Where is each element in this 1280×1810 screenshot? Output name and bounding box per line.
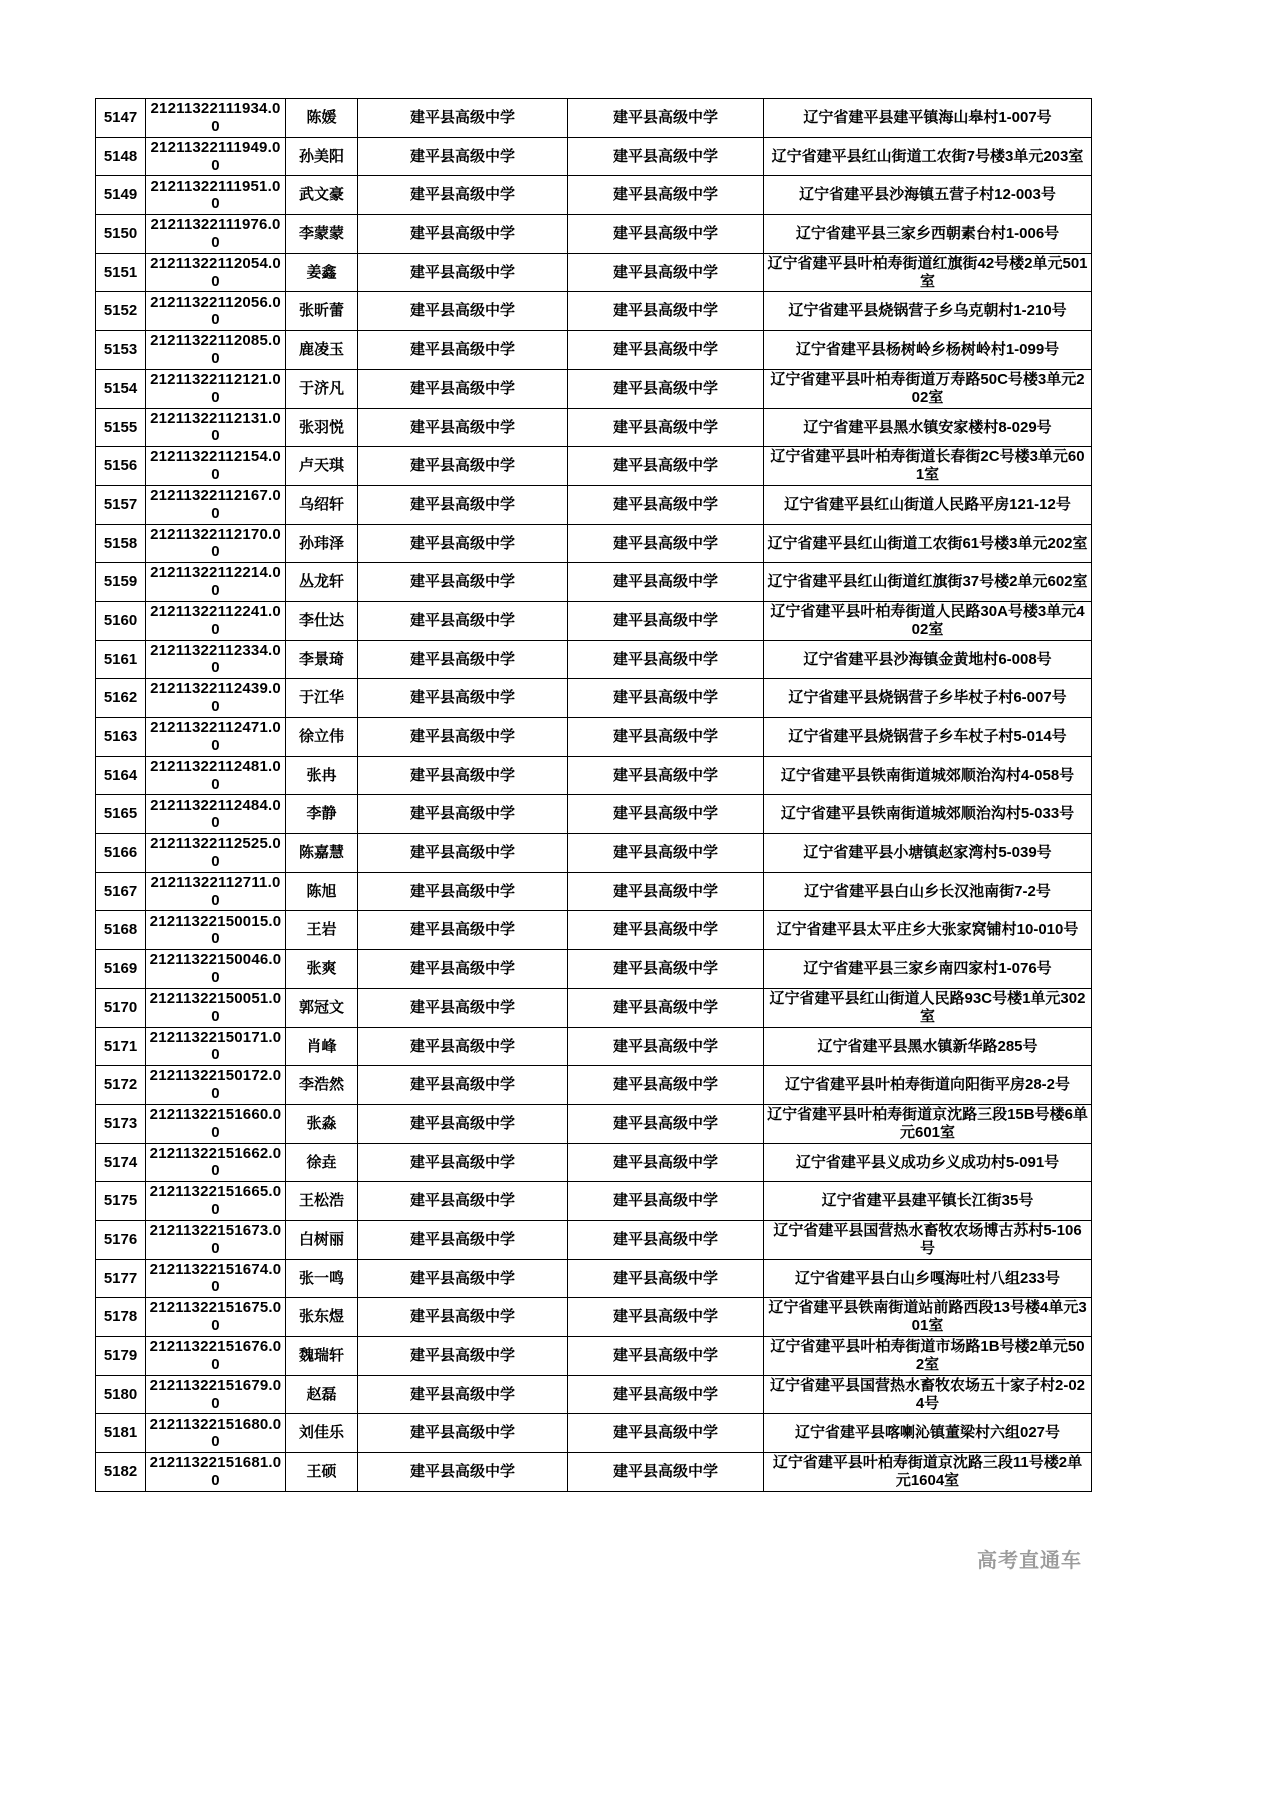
table-row [96, 563, 1092, 602]
name-cell: 李静 [286, 795, 358, 834]
table-row [96, 215, 1092, 254]
row-number-cell: 5163 [96, 718, 146, 757]
school-2-cell: 建平县高级中学 [568, 215, 764, 254]
school-2-cell: 建平县高级中学 [568, 872, 764, 911]
row-number-cell: 5162 [96, 679, 146, 718]
school-cell: 建平县高级中学 [358, 834, 568, 873]
school-2-cell: 建平县高级中学 [568, 1375, 764, 1414]
school-cell: 建平县高级中学 [358, 1182, 568, 1221]
row-number-cell: 5159 [96, 563, 146, 602]
address-cell: 辽宁省建平县太平庄乡大张家窝铺村10-010号 [764, 911, 1092, 950]
name-cell: 乌绍轩 [286, 485, 358, 524]
school-2-cell: 建平县高级中学 [568, 795, 764, 834]
table-row [96, 1143, 1092, 1182]
table-row [96, 1453, 1092, 1492]
school-cell: 建平县高级中学 [358, 485, 568, 524]
address-cell: 辽宁省建平县国营热水畜牧农场五十家子村2-024号 [764, 1375, 1092, 1414]
school-cell: 建平县高级中学 [358, 99, 568, 138]
address-cell: 辽宁省建平县铁南街道站前路西段13号楼4单元301室 [764, 1298, 1092, 1337]
address-cell: 辽宁省建平县叶柏寿街道市场路1B号楼2单元502室 [764, 1337, 1092, 1376]
school-cell: 建平县高级中学 [358, 292, 568, 331]
address-cell: 辽宁省建平县杨树岭乡杨树岭村1-099号 [764, 331, 1092, 370]
table-row [96, 950, 1092, 989]
school-cell: 建平县高级中学 [358, 563, 568, 602]
school-2-cell: 建平县高级中学 [568, 176, 764, 215]
name-cell: 孙玮泽 [286, 524, 358, 563]
address-cell: 辽宁省建平县烧锅营子乡车杖子村5-014号 [764, 718, 1092, 757]
name-cell: 于济凡 [286, 369, 358, 408]
row-number-cell: 5157 [96, 485, 146, 524]
school-2-cell: 建平县高级中学 [568, 1066, 764, 1105]
school-cell: 建平县高级中学 [358, 1104, 568, 1143]
school-2-cell: 建平县高级中学 [568, 1143, 764, 1182]
school-2-cell: 建平县高级中学 [568, 1337, 764, 1376]
row-number-cell: 5173 [96, 1104, 146, 1143]
school-2-cell: 建平县高级中学 [568, 1220, 764, 1259]
table-row [96, 988, 1092, 1027]
school-cell: 建平县高级中学 [358, 1453, 568, 1492]
table-row [96, 1337, 1092, 1376]
school-2-cell: 建平县高级中学 [568, 99, 764, 138]
school-2-cell: 建平县高级中学 [568, 524, 764, 563]
exam-id-cell: 21211322112054.00 [146, 253, 286, 292]
table-row [96, 485, 1092, 524]
school-2-cell: 建平县高级中学 [568, 408, 764, 447]
name-cell: 魏瑞轩 [286, 1337, 358, 1376]
name-cell: 陈嘉慧 [286, 834, 358, 873]
name-cell: 张一鸣 [286, 1259, 358, 1298]
exam-id-cell: 21211322112214.00 [146, 563, 286, 602]
exam-id-cell: 21211322112484.00 [146, 795, 286, 834]
exam-id-cell: 21211322150046.00 [146, 950, 286, 989]
row-number-cell: 5171 [96, 1027, 146, 1066]
table-row [96, 1066, 1092, 1105]
exam-id-cell: 21211322112121.00 [146, 369, 286, 408]
exam-id-cell: 21211322151676.00 [146, 1337, 286, 1376]
school-2-cell: 建平县高级中学 [568, 369, 764, 408]
address-cell: 辽宁省建平县红山街道人民路平房121-12号 [764, 485, 1092, 524]
school-cell: 建平县高级中学 [358, 524, 568, 563]
school-2-cell: 建平县高级中学 [568, 137, 764, 176]
table-row [96, 640, 1092, 679]
address-cell: 辽宁省建平县建平镇长江街35号 [764, 1182, 1092, 1221]
school-2-cell: 建平县高级中学 [568, 563, 764, 602]
address-cell: 辽宁省建平县叶柏寿街道人民路30A号楼3单元402室 [764, 601, 1092, 640]
address-cell: 辽宁省建平县叶柏寿街道向阳街平房28-2号 [764, 1066, 1092, 1105]
name-cell: 张爽 [286, 950, 358, 989]
school-2-cell: 建平县高级中学 [568, 1414, 764, 1453]
row-number-cell: 5175 [96, 1182, 146, 1221]
address-cell: 辽宁省建平县建平镇海山皋村1-007号 [764, 99, 1092, 138]
school-cell: 建平县高级中学 [358, 601, 568, 640]
table-row [96, 756, 1092, 795]
table-row [96, 1220, 1092, 1259]
school-cell: 建平县高级中学 [358, 988, 568, 1027]
name-cell: 陈旭 [286, 872, 358, 911]
name-cell: 张淼 [286, 1104, 358, 1143]
address-cell: 辽宁省建平县烧锅营子乡毕杖子村6-007号 [764, 679, 1092, 718]
school-2-cell: 建平县高级中学 [568, 679, 764, 718]
table-row [96, 1375, 1092, 1414]
name-cell: 孙美阳 [286, 137, 358, 176]
address-cell: 辽宁省建平县红山街道工农街61号楼3单元202室 [764, 524, 1092, 563]
address-cell: 辽宁省建平县国营热水畜牧农场博古苏村5-106号 [764, 1220, 1092, 1259]
school-2-cell: 建平县高级中学 [568, 331, 764, 370]
school-cell: 建平县高级中学 [358, 872, 568, 911]
table-row [96, 911, 1092, 950]
exam-id-cell: 21211322112471.00 [146, 718, 286, 757]
exam-id-cell: 21211322151665.00 [146, 1182, 286, 1221]
row-number-cell: 5152 [96, 292, 146, 331]
exam-id-cell: 21211322112241.00 [146, 601, 286, 640]
name-cell: 姜鑫 [286, 253, 358, 292]
school-cell: 建平县高级中学 [358, 640, 568, 679]
school-cell: 建平县高级中学 [358, 1259, 568, 1298]
school-cell: 建平县高级中学 [358, 679, 568, 718]
school-2-cell: 建平县高级中学 [568, 1298, 764, 1337]
name-cell: 张昕蕾 [286, 292, 358, 331]
exam-id-cell: 21211322151681.00 [146, 1453, 286, 1492]
row-number-cell: 5147 [96, 99, 146, 138]
exam-id-cell: 21211322111951.00 [146, 176, 286, 215]
table-row [96, 718, 1092, 757]
table-row [96, 447, 1092, 486]
school-cell: 建平县高级中学 [358, 215, 568, 254]
table-row [96, 331, 1092, 370]
exam-id-cell: 21211322151660.00 [146, 1104, 286, 1143]
school-2-cell: 建平县高级中学 [568, 1259, 764, 1298]
address-cell: 辽宁省建平县铁南街道城郊顺治沟村5-033号 [764, 795, 1092, 834]
school-cell: 建平县高级中学 [358, 950, 568, 989]
name-cell: 徐垚 [286, 1143, 358, 1182]
exam-id-cell: 21211322111949.00 [146, 137, 286, 176]
row-number-cell: 5161 [96, 640, 146, 679]
school-2-cell: 建平县高级中学 [568, 447, 764, 486]
school-cell: 建平县高级中学 [358, 718, 568, 757]
address-cell: 辽宁省建平县烧锅营子乡乌克朝村1-210号 [764, 292, 1092, 331]
school-cell: 建平县高级中学 [358, 331, 568, 370]
exam-id-cell: 21211322150015.00 [146, 911, 286, 950]
school-cell: 建平县高级中学 [358, 1143, 568, 1182]
address-cell: 辽宁省建平县黑水镇安家楼村8-029号 [764, 408, 1092, 447]
name-cell: 张羽悦 [286, 408, 358, 447]
address-cell: 辽宁省建平县黑水镇新华路285号 [764, 1027, 1092, 1066]
table-row [96, 99, 1092, 138]
row-number-cell: 5170 [96, 988, 146, 1027]
table-row [96, 872, 1092, 911]
school-2-cell: 建平县高级中学 [568, 1027, 764, 1066]
school-cell: 建平县高级中学 [358, 1027, 568, 1066]
row-number-cell: 5151 [96, 253, 146, 292]
exam-id-cell: 21211322112056.00 [146, 292, 286, 331]
row-number-cell: 5155 [96, 408, 146, 447]
exam-id-cell: 21211322111976.00 [146, 215, 286, 254]
school-cell: 建平县高级中学 [358, 756, 568, 795]
address-cell: 辽宁省建平县沙海镇五营子村12-003号 [764, 176, 1092, 215]
school-2-cell: 建平县高级中学 [568, 601, 764, 640]
row-number-cell: 5178 [96, 1298, 146, 1337]
exam-id-cell: 21211322151675.00 [146, 1298, 286, 1337]
school-cell: 建平县高级中学 [358, 253, 568, 292]
table-row [96, 1182, 1092, 1221]
exam-id-cell: 21211322112085.00 [146, 331, 286, 370]
row-number-cell: 5167 [96, 872, 146, 911]
name-cell: 肖峰 [286, 1027, 358, 1066]
exam-id-cell: 21211322112711.00 [146, 872, 286, 911]
name-cell: 李浩然 [286, 1066, 358, 1105]
table-row [96, 1104, 1092, 1143]
name-cell: 于江华 [286, 679, 358, 718]
exam-id-cell: 21211322112525.00 [146, 834, 286, 873]
school-cell: 建平县高级中学 [358, 1375, 568, 1414]
row-number-cell: 5153 [96, 331, 146, 370]
address-cell: 辽宁省建平县义成功乡义成功村5-091号 [764, 1143, 1092, 1182]
address-cell: 辽宁省建平县叶柏寿街道京沈路三段11号楼2单元1604室 [764, 1453, 1092, 1492]
school-cell: 建平县高级中学 [358, 795, 568, 834]
table-row [96, 253, 1092, 292]
row-number-cell: 5150 [96, 215, 146, 254]
address-cell: 辽宁省建平县铁南街道城郊顺治沟村4-058号 [764, 756, 1092, 795]
address-cell: 辽宁省建平县叶柏寿街道京沈路三段15B号楼6单元601室 [764, 1104, 1092, 1143]
row-number-cell: 5160 [96, 601, 146, 640]
school-cell: 建平县高级中学 [358, 1414, 568, 1453]
name-cell: 郭冠文 [286, 988, 358, 1027]
name-cell: 张冉 [286, 756, 358, 795]
exam-id-cell: 21211322112154.00 [146, 447, 286, 486]
exam-id-cell: 21211322112334.00 [146, 640, 286, 679]
school-cell: 建平县高级中学 [358, 137, 568, 176]
name-cell: 鹿凌玉 [286, 331, 358, 370]
name-cell: 刘佳乐 [286, 1414, 358, 1453]
name-cell: 陈媛 [286, 99, 358, 138]
exam-id-cell: 21211322112170.00 [146, 524, 286, 563]
table-row [96, 408, 1092, 447]
address-cell: 辽宁省建平县喀喇沁镇董梁村六组027号 [764, 1414, 1092, 1453]
name-cell: 张东煜 [286, 1298, 358, 1337]
row-number-cell: 5169 [96, 950, 146, 989]
table-row [96, 292, 1092, 331]
table-row [96, 1414, 1092, 1453]
school-2-cell: 建平县高级中学 [568, 292, 764, 331]
table-row [96, 834, 1092, 873]
student-table [95, 98, 1092, 1492]
school-cell: 建平县高级中学 [358, 176, 568, 215]
row-number-cell: 5149 [96, 176, 146, 215]
row-number-cell: 5168 [96, 911, 146, 950]
address-cell: 辽宁省建平县叶柏寿街道长春街2C号楼3单元601室 [764, 447, 1092, 486]
school-2-cell: 建平县高级中学 [568, 1182, 764, 1221]
table-row [96, 176, 1092, 215]
name-cell: 王岩 [286, 911, 358, 950]
name-cell: 徐立伟 [286, 718, 358, 757]
row-number-cell: 5180 [96, 1375, 146, 1414]
row-number-cell: 5156 [96, 447, 146, 486]
row-number-cell: 5176 [96, 1220, 146, 1259]
name-cell: 卢天琪 [286, 447, 358, 486]
row-number-cell: 5154 [96, 369, 146, 408]
school-cell: 建平县高级中学 [358, 1298, 568, 1337]
address-cell: 辽宁省建平县沙海镇金黄地村6-008号 [764, 640, 1092, 679]
exam-id-cell: 21211322112481.00 [146, 756, 286, 795]
address-cell: 辽宁省建平县白山乡长汉池南街7-2号 [764, 872, 1092, 911]
school-2-cell: 建平县高级中学 [568, 950, 764, 989]
school-2-cell: 建平县高级中学 [568, 718, 764, 757]
address-cell: 辽宁省建平县叶柏寿街道万寿路50C号楼3单元202室 [764, 369, 1092, 408]
name-cell: 赵磊 [286, 1375, 358, 1414]
exam-id-cell: 21211322111934.00 [146, 99, 286, 138]
table-row [96, 1259, 1092, 1298]
table-row [96, 137, 1092, 176]
row-number-cell: 5182 [96, 1453, 146, 1492]
table-row [96, 795, 1092, 834]
school-cell: 建平县高级中学 [358, 911, 568, 950]
school-cell: 建平县高级中学 [358, 1337, 568, 1376]
address-cell: 辽宁省建平县叶柏寿街道红旗街42号楼2单元501室 [764, 253, 1092, 292]
exam-id-cell: 21211322112439.00 [146, 679, 286, 718]
table-row [96, 524, 1092, 563]
address-cell: 辽宁省建平县红山街道人民路93C号楼1单元302室 [764, 988, 1092, 1027]
table-row [96, 369, 1092, 408]
address-cell: 辽宁省建平县红山街道红旗街37号楼2单元602室 [764, 563, 1092, 602]
name-cell: 李蒙蒙 [286, 215, 358, 254]
exam-id-cell: 21211322150172.00 [146, 1066, 286, 1105]
address-cell: 辽宁省建平县白山乡嘎海吐村八组233号 [764, 1259, 1092, 1298]
school-2-cell: 建平县高级中学 [568, 756, 764, 795]
table-row [96, 1027, 1092, 1066]
address-cell: 辽宁省建平县小塘镇赵家湾村5-039号 [764, 834, 1092, 873]
exam-id-cell: 21211322112131.00 [146, 408, 286, 447]
row-number-cell: 5165 [96, 795, 146, 834]
school-2-cell: 建平县高级中学 [568, 834, 764, 873]
name-cell: 李仕达 [286, 601, 358, 640]
exam-id-cell: 21211322151662.00 [146, 1143, 286, 1182]
name-cell: 李景琦 [286, 640, 358, 679]
row-number-cell: 5166 [96, 834, 146, 873]
school-2-cell: 建平县高级中学 [568, 911, 764, 950]
school-cell: 建平县高级中学 [358, 447, 568, 486]
row-number-cell: 5172 [96, 1066, 146, 1105]
row-number-cell: 5181 [96, 1414, 146, 1453]
school-cell: 建平县高级中学 [358, 369, 568, 408]
exam-id-cell: 21211322151679.00 [146, 1375, 286, 1414]
school-cell: 建平县高级中学 [358, 1220, 568, 1259]
row-number-cell: 5158 [96, 524, 146, 563]
address-cell: 辽宁省建平县红山街道工农街7号楼3单元203室 [764, 137, 1092, 176]
school-2-cell: 建平县高级中学 [568, 1453, 764, 1492]
school-2-cell: 建平县高级中学 [568, 485, 764, 524]
school-cell: 建平县高级中学 [358, 408, 568, 447]
table-row [96, 1298, 1092, 1337]
table-row [96, 679, 1092, 718]
exam-id-cell: 21211322150171.00 [146, 1027, 286, 1066]
exam-id-cell: 21211322151674.00 [146, 1259, 286, 1298]
row-number-cell: 5174 [96, 1143, 146, 1182]
name-cell: 白树丽 [286, 1220, 358, 1259]
row-number-cell: 5148 [96, 137, 146, 176]
exam-id-cell: 21211322150051.00 [146, 988, 286, 1027]
row-number-cell: 5177 [96, 1259, 146, 1298]
row-number-cell: 5179 [96, 1337, 146, 1376]
school-2-cell: 建平县高级中学 [568, 253, 764, 292]
school-cell: 建平县高级中学 [358, 1066, 568, 1105]
exam-id-cell: 21211322151680.00 [146, 1414, 286, 1453]
name-cell: 武文豪 [286, 176, 358, 215]
name-cell: 王松浩 [286, 1182, 358, 1221]
school-2-cell: 建平县高级中学 [568, 640, 764, 679]
address-cell: 辽宁省建平县三家乡南四家村1-076号 [764, 950, 1092, 989]
address-cell: 辽宁省建平县三家乡西朝素台村1-006号 [764, 215, 1092, 254]
school-2-cell: 建平县高级中学 [568, 988, 764, 1027]
name-cell: 王硕 [286, 1453, 358, 1492]
exam-id-cell: 21211322151673.00 [146, 1220, 286, 1259]
exam-id-cell: 21211322112167.00 [146, 485, 286, 524]
row-number-cell: 5164 [96, 756, 146, 795]
school-2-cell: 建平县高级中学 [568, 1104, 764, 1143]
table-row [96, 601, 1092, 640]
watermark-text: 高考直通车 [977, 1550, 1082, 1572]
name-cell: 丛龙轩 [286, 563, 358, 602]
student-table-body [96, 99, 1092, 1492]
